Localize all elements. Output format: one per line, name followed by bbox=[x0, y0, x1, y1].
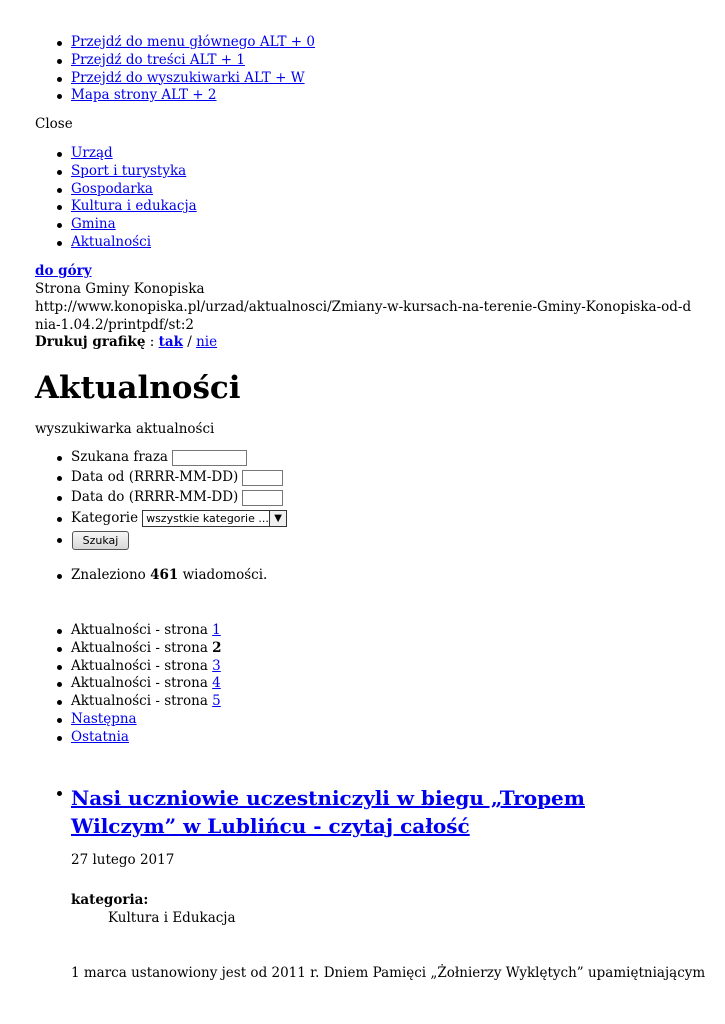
page-title: Aktualności bbox=[35, 370, 241, 406]
search-submit-button[interactable]: Szukaj bbox=[72, 531, 129, 550]
print-graphics-yes-link[interactable]: tak bbox=[158, 334, 183, 350]
results-summary bbox=[0, 567, 725, 585]
date-to-label: Data do (RRRR-MM-DD) bbox=[71, 489, 239, 505]
page-prefix: Aktualności - strona bbox=[71, 675, 208, 692]
article-title-link[interactable]: Nasi uczniowie uczestniczyli w biegu „Tropem Wilczym” w Lublińcu - czytaj całość bbox=[71, 786, 585, 838]
sitemap-link[interactable]: Mapa strony ALT + 2 bbox=[71, 87, 217, 104]
pagination-item bbox=[0, 729, 725, 747]
top-link-row bbox=[0, 263, 725, 281]
article-category: Kultura i Edukacja bbox=[108, 910, 236, 926]
close-button[interactable]: Close bbox=[35, 116, 73, 132]
article-date: 27 lutego 2017 bbox=[71, 852, 175, 868]
pagination-item bbox=[0, 693, 725, 711]
search-heading: wyszukiwarka aktualności bbox=[35, 421, 215, 437]
date-to-row bbox=[0, 489, 725, 510]
page-prefix: Aktualności - strona bbox=[71, 639, 208, 656]
results-prefix: Znaleziono bbox=[71, 567, 146, 583]
menu-item bbox=[0, 145, 725, 163]
article-item bbox=[0, 784, 725, 840]
print-graphics-label: Drukuj grafikę bbox=[35, 334, 146, 350]
pagination-item bbox=[0, 711, 725, 729]
date-from-input[interactable] bbox=[242, 470, 283, 486]
page-link-1[interactable]: 1 bbox=[212, 622, 221, 638]
back-to-top-link[interactable]: do góry bbox=[35, 263, 92, 279]
main-menu bbox=[0, 145, 725, 252]
skip-links bbox=[0, 34, 725, 105]
chevron-down-icon: ▼ bbox=[269, 511, 286, 526]
site-name: Strona Gminy Konopiska bbox=[35, 281, 205, 297]
skip-link-item bbox=[0, 34, 725, 52]
page-link-4[interactable]: 4 bbox=[212, 675, 221, 692]
pagination-item bbox=[0, 622, 725, 640]
menu-item bbox=[0, 216, 725, 234]
results-count-item bbox=[0, 567, 725, 585]
menu-item bbox=[0, 234, 725, 252]
page-prefix: Aktualności - strona bbox=[71, 657, 208, 674]
category-selected-value: wszystkie kategorie ... bbox=[146, 512, 269, 525]
search-phrase-input[interactable] bbox=[172, 450, 247, 466]
category-label: Kategorie bbox=[71, 510, 139, 526]
submit-row bbox=[0, 531, 725, 551]
menu-item-aktualnosci[interactable]: Aktualności bbox=[71, 233, 152, 250]
pagination-item bbox=[0, 640, 725, 658]
category-select[interactable] bbox=[142, 510, 287, 527]
menu-item-gospodarka[interactable]: Gospodarka bbox=[71, 180, 153, 197]
date-from-label: Data od (RRRR-MM-DD) bbox=[71, 469, 239, 485]
current-page: 2 bbox=[212, 639, 222, 656]
search-phrase-row bbox=[0, 449, 725, 469]
menu-item-sport[interactable]: Sport i turystyka bbox=[71, 162, 187, 179]
skip-to-search-link[interactable]: Przejdź do wyszukiwarki ALT + W bbox=[71, 69, 305, 86]
next-page-link[interactable]: Następna bbox=[71, 710, 137, 727]
menu-item-urzad[interactable]: Urząd bbox=[71, 145, 113, 161]
skip-link-item bbox=[0, 87, 725, 105]
print-graphics-no-link[interactable]: nie bbox=[196, 334, 218, 350]
skip-link-item bbox=[0, 52, 725, 70]
menu-item bbox=[0, 163, 725, 181]
category-row bbox=[0, 510, 725, 531]
skip-to-menu-link[interactable]: Przejdź do menu głównego ALT + 0 bbox=[71, 34, 315, 50]
skip-link-item bbox=[0, 70, 725, 88]
date-from-row bbox=[0, 469, 725, 489]
print-url: http://www.konopiska.pl/urzad/aktualnosci/Zmiany-w-kursach-na-terenie-Gminy-Konopiska-od-dnia-1.04.2/printpdf/st:2 bbox=[35, 299, 692, 333]
menu-item bbox=[0, 198, 725, 216]
article-category-label: kategoria: bbox=[71, 892, 149, 908]
print-graphics-slash: / bbox=[182, 334, 197, 350]
menu-item-gmina[interactable]: Gmina bbox=[71, 216, 116, 233]
date-to-input[interactable] bbox=[242, 490, 283, 506]
pagination-item bbox=[0, 675, 725, 693]
article-list bbox=[0, 784, 725, 840]
page-link-3[interactable]: 3 bbox=[212, 657, 221, 674]
pagination bbox=[0, 622, 725, 747]
page-link-5[interactable]: 5 bbox=[212, 693, 221, 710]
page-prefix: Aktualności - strona bbox=[71, 693, 208, 710]
print-graphics-sep: : bbox=[145, 334, 159, 350]
menu-item bbox=[0, 181, 725, 199]
article-excerpt: 1 marca ustanowiony jest od 2011 r. Dniem Pamięci „Żołnierzy Wyklętych” upamiętniającym bbox=[71, 965, 706, 981]
page-prefix: Aktualności - strona bbox=[71, 622, 208, 638]
pagination-item bbox=[0, 658, 725, 676]
results-count: 461 bbox=[150, 567, 179, 583]
search-form bbox=[0, 449, 725, 551]
skip-to-content-link[interactable]: Przejdź do treści ALT + 1 bbox=[71, 51, 245, 68]
results-suffix: wiadomości. bbox=[182, 567, 268, 583]
menu-item-kultura[interactable]: Kultura i edukacja bbox=[71, 198, 197, 215]
last-page-link[interactable]: Ostatnia bbox=[71, 728, 129, 745]
search-phrase-label: Szukana fraza bbox=[71, 449, 168, 465]
print-graphics-row bbox=[0, 334, 725, 352]
